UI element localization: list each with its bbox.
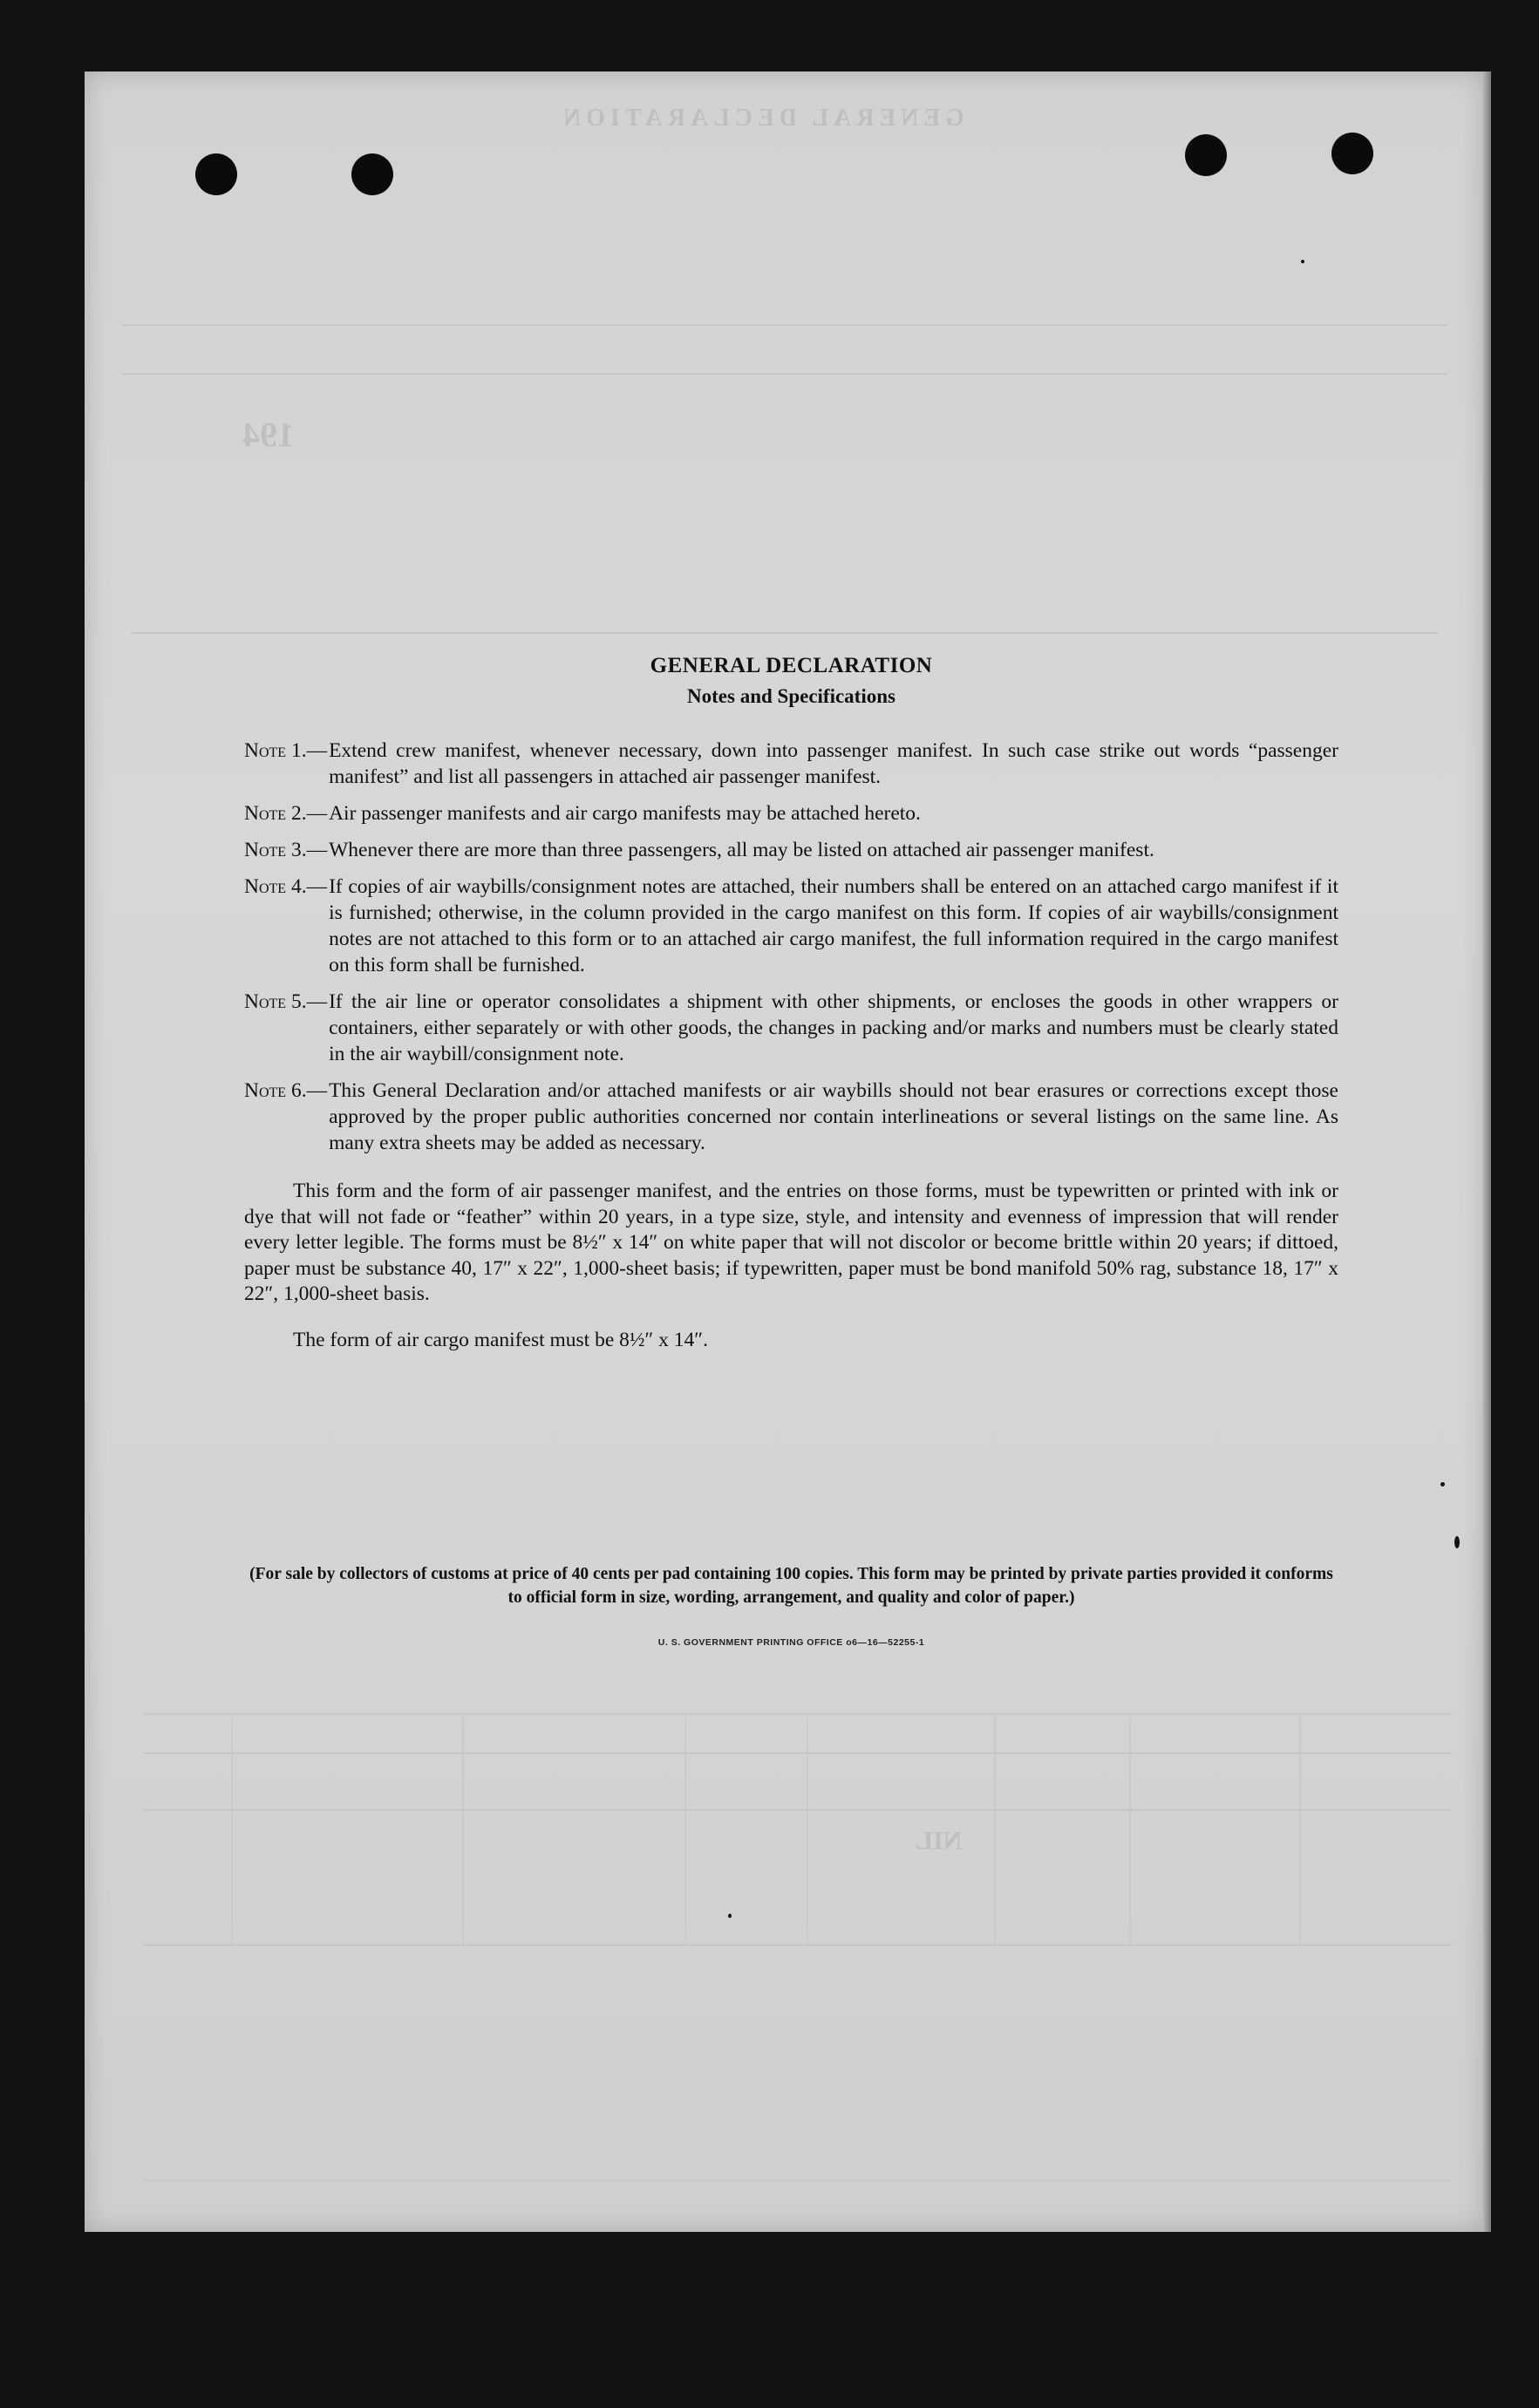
- scan-speck: [1301, 260, 1304, 263]
- bleed-through-rule: [122, 324, 1447, 326]
- scan-speck: [1440, 1482, 1445, 1486]
- note-label: Note 2.—: [244, 802, 328, 825]
- note-2: [244, 800, 1338, 826]
- bleed-through-rule: [131, 632, 1439, 634]
- bleed-through-rule: [1299, 1718, 1301, 1944]
- document-title: GENERAL DECLARATION: [650, 654, 933, 677]
- bleed-through-nil: NIL: [916, 1826, 963, 1855]
- bleed-through-rule: [1129, 1718, 1131, 1944]
- note-label: Note 5.—: [244, 990, 328, 1013]
- punch-hole: [1331, 133, 1373, 174]
- note-text: Air passenger manifests and air cargo manifests may be attached hereto.: [329, 802, 921, 825]
- bleed-through-rule: [144, 1809, 1452, 1811]
- form-specification-paragraph: This form and the form of air passenger manifest, and the entries on those forms, must be typewritten or printed with ink or dye that will not fade or “feather” within 20 years, in a type size, style, and intensity and evenness of impression that will render every letter legible. The forms must be 8½″ x 14″ on white paper that will not discolor or become brittle within 20 years; if dittoed, paper must be substance 40, 17″ x 22″, 1,000-sheet basis; if typewritten, paper must be bond manifold 50% rag, substance 18, 17″ x 22″, 1,000-sheet basis.: [244, 1180, 1338, 1305]
- scan-speck: [1454, 1536, 1460, 1548]
- note-label: Note 3.—: [244, 839, 328, 861]
- bleed-through-title: GENERAL DECLARATION: [558, 105, 964, 132]
- declaration-notes: [244, 654, 1338, 1354]
- bleed-through-rule: [807, 1718, 808, 1944]
- sale-note: (For sale by collectors of customs at price of 40 cents per pad containing 100 copies. This form may be printed by private parties provided it conforms to official form in size, wording, arrangement, and quality and color of paper.): [249, 1565, 1333, 1607]
- punch-hole: [195, 153, 237, 195]
- note-3: [244, 837, 1338, 863]
- note-1: [244, 738, 1338, 790]
- note-text: This General Declaration and/or attached manifests or air waybills should not bear erasures or corrections except those approved by the proper public authorities concerned nor contain interlineations or several listings on the same line. As many extra sheets may be added as necessary.: [329, 1079, 1338, 1154]
- bleed-through-rule: [122, 373, 1447, 375]
- note-text: If copies of air waybills/consignment notes are attached, their numbers shall be entered on an attached cargo manifest if it is furnished; otherwise, in the column provided in the cargo manifest on this form. If copies of air waybills/consignment notes are not attached to this form or to an attached air cargo manifest, the full information required in the cargo manifest on this form shall be furnished.: [329, 875, 1338, 976]
- note-text: If the air line or operator consolidates a shipment with other shipments, or encloses the goods in other wrappers or containers, either separately or with other goods, the changes in packing and/or marks and numbers must be clearly stated in the air waybill/consignment note.: [329, 990, 1338, 1065]
- note-label: Note 4.—: [244, 875, 328, 898]
- bleed-through-rule: [462, 1718, 464, 1944]
- note-text: Whenever there are more than three passengers, all may be listed on attached air passenger manifest.: [329, 839, 1154, 861]
- punch-hole: [351, 153, 393, 195]
- note-label: Note 6.—: [244, 1079, 328, 1102]
- document-subtitle: Notes and Specifications: [687, 685, 895, 707]
- bleed-through-rule: [994, 1718, 996, 1944]
- bleed-through-rule: [144, 1713, 1452, 1715]
- bleed-through-rule: [144, 1752, 1452, 1754]
- note-text: Extend crew manifest, whenever necessary, down into passenger manifest. In such case strike out words “passenger manifest” and list all passengers in attached air passenger manifest.: [329, 739, 1338, 788]
- cargo-manifest-size-line: The form of air cargo manifest must be 8½″ x 14″.: [293, 1329, 708, 1351]
- scan-speck: [728, 1914, 732, 1918]
- bleed-through-rule: [144, 2180, 1452, 2181]
- note-5: [244, 989, 1338, 1067]
- paper-edge: [1482, 71, 1491, 2232]
- punch-hole: [1185, 134, 1227, 176]
- note-label: Note 1.—: [244, 739, 328, 762]
- note-6: [244, 1078, 1338, 1156]
- bleed-through-rule: [231, 1718, 233, 1944]
- bleed-through-rule: [684, 1718, 686, 1944]
- bleed-through-number: 194: [242, 415, 295, 454]
- scan-speck: [31, 872, 35, 886]
- bleed-through-rule: [144, 1944, 1452, 1946]
- printer-imprint: U. S. GOVERNMENT PRINTING OFFICE o6—16—52255-1: [657, 1637, 925, 1648]
- note-4: [244, 874, 1338, 978]
